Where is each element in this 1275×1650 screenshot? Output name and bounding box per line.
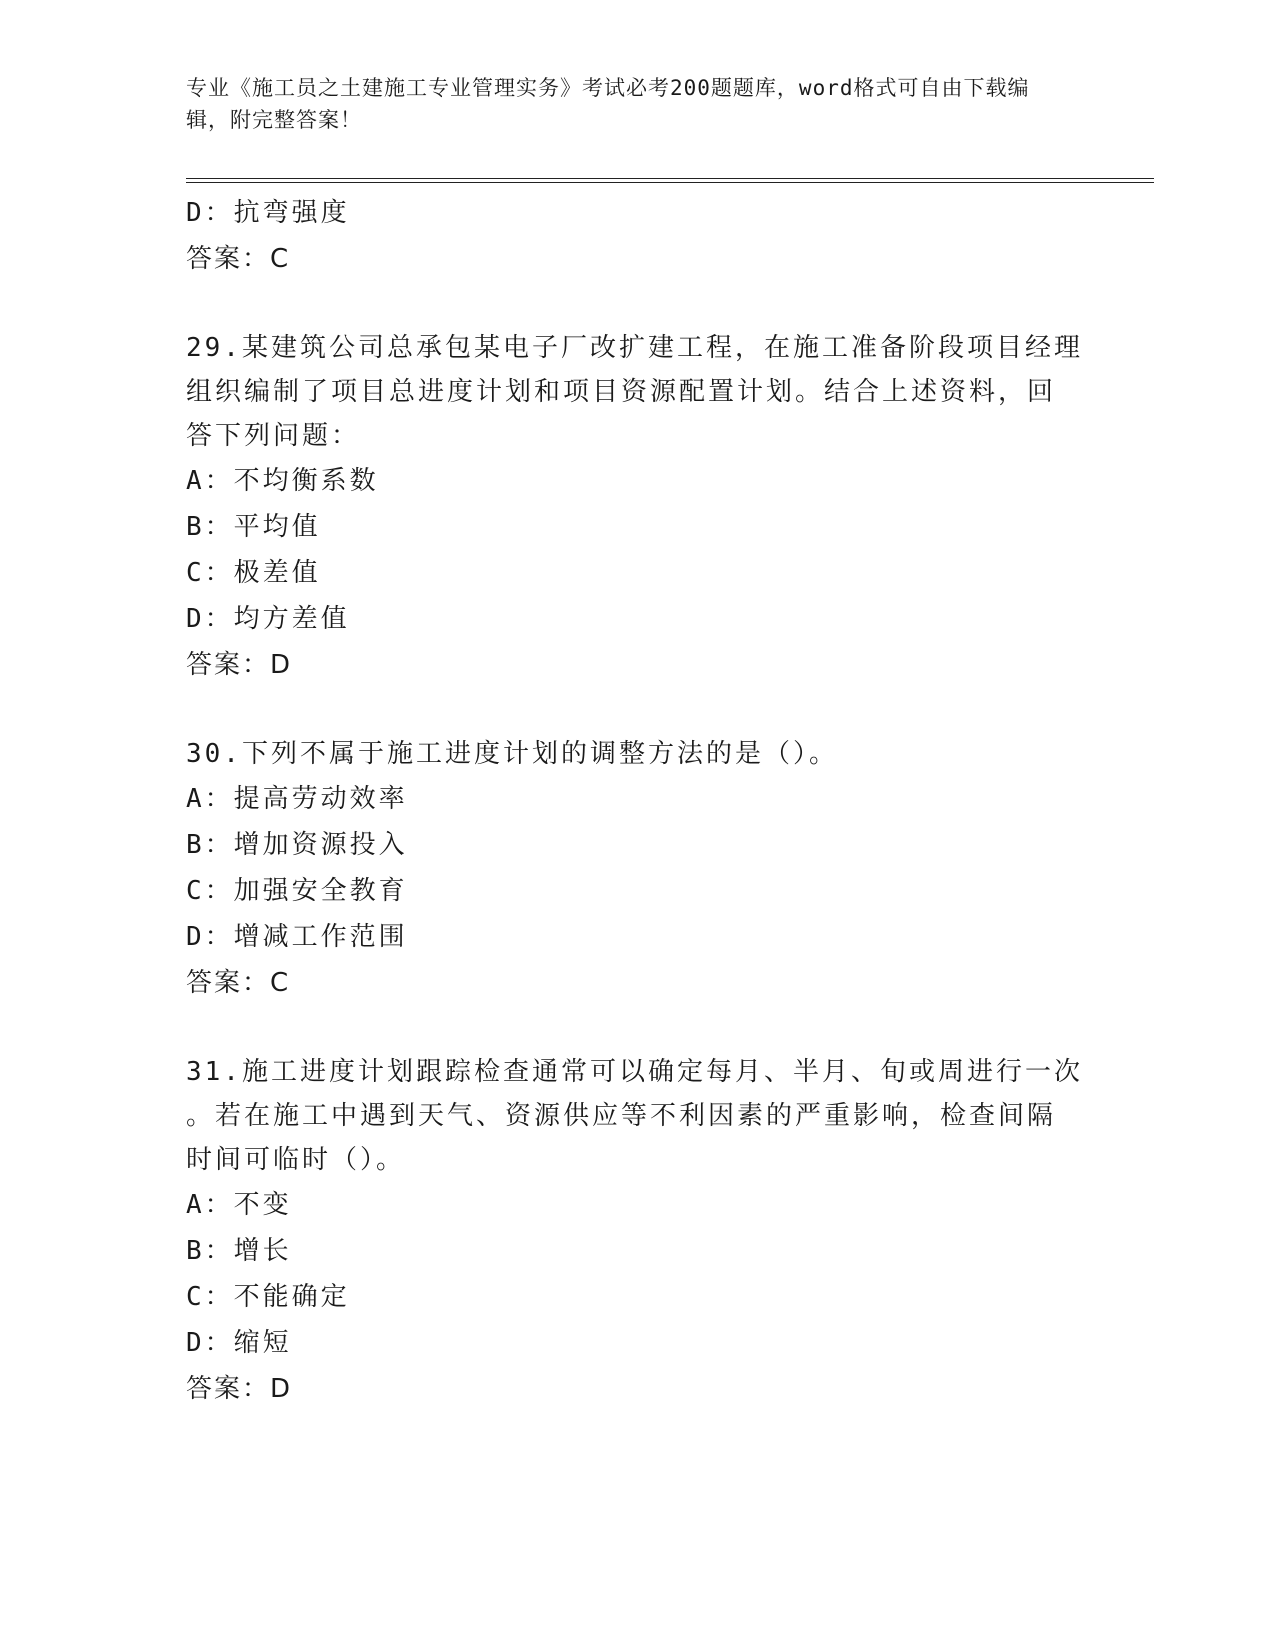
option-a: A：不均衡系数: [186, 466, 379, 496]
question-30: [186, 732, 1086, 1006]
document-body: [186, 190, 1086, 1412]
answer: 答案：C: [186, 968, 291, 998]
option-a: A：不变: [186, 1190, 292, 1220]
header-rule-top: [186, 178, 1154, 179]
question-text-line: 31.施工进度计划跟踪检查通常可以确定每月、半月、旬或周进行一次: [186, 1057, 1083, 1087]
option-d: D：均方差值: [186, 604, 350, 634]
option-c: C：加强安全教育: [186, 876, 408, 906]
spacer: [186, 282, 1086, 326]
spacer: [186, 1006, 1086, 1050]
spacer: [186, 688, 1086, 732]
question-29: [186, 326, 1086, 688]
prev-option-d: D：抗弯强度: [186, 198, 350, 228]
question-text-line: 。若在施工中遇到天气、资源供应等不利因素的严重影响，检查间隔: [186, 1101, 1057, 1131]
question-text-line: 时间可临时（）。: [186, 1145, 406, 1175]
option-a: A：提高劳动效率: [186, 784, 408, 814]
question-text-line: 组织编制了项目总进度计划和项目资源配置计划。结合上述资料，回: [186, 377, 1057, 407]
question-text-line: 答下列问题：: [186, 421, 361, 451]
option-c: C：极差值: [186, 558, 321, 588]
option-b: B：增长: [186, 1236, 292, 1266]
option-b: B：平均值: [186, 512, 321, 542]
answer: 答案：D: [186, 650, 293, 680]
option-d: D：缩短: [186, 1328, 292, 1358]
option-d: D：增减工作范围: [186, 922, 408, 952]
page-header: 专业《施工员之土建施工专业管理实务》考试必考200题题库，word格式可自由下载编辑，附完整答案！: [186, 76, 1030, 132]
question-text-line: 29.某建筑公司总承包某电子厂改扩建工程，在施工准备阶段项目经理: [186, 333, 1083, 363]
answer: 答案：D: [186, 1374, 293, 1404]
question-text-line: 30.下列不属于施工进度计划的调整方法的是（）。: [186, 739, 838, 769]
option-c: C：不能确定: [186, 1282, 350, 1312]
header-rule-bottom: [186, 182, 1154, 183]
prev-answer: 答案：C: [186, 244, 291, 274]
question-31: [186, 1050, 1086, 1412]
option-b: B：增加资源投入: [186, 830, 408, 860]
